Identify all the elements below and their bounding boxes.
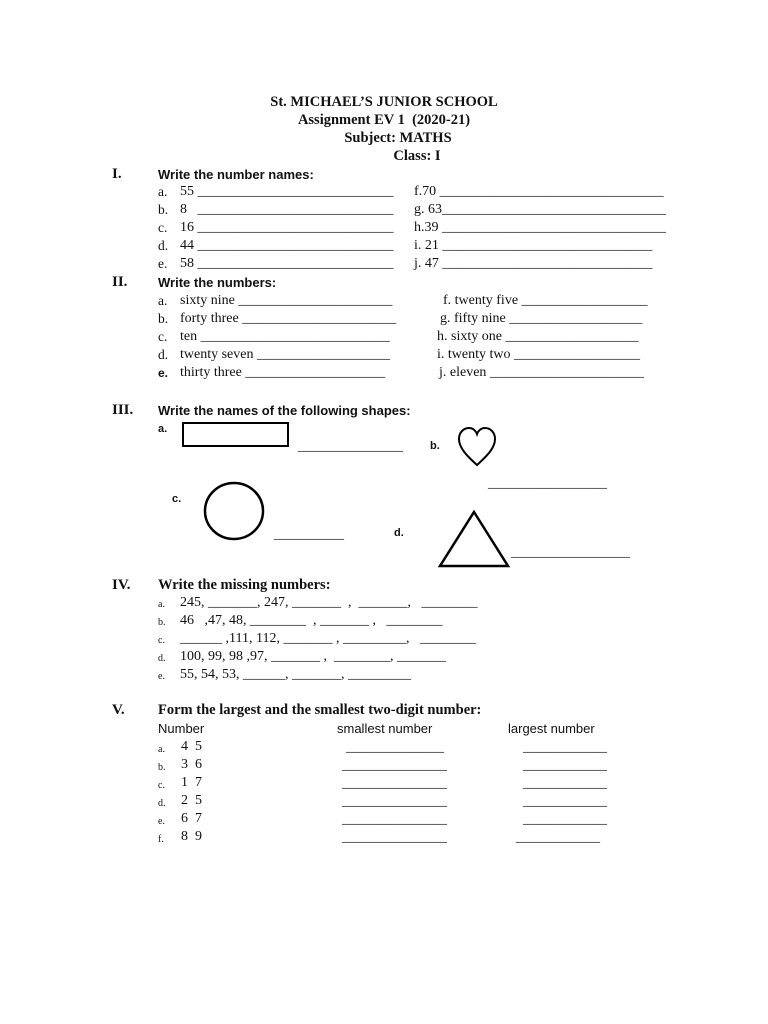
shape-label-c: c. (172, 493, 182, 505)
triangle-shape (438, 510, 510, 568)
list-item: twenty seven ___________________ (180, 347, 390, 362)
list-item-label: d. (158, 238, 169, 253)
list-item: forty three ______________________ (180, 311, 397, 326)
list-item: j. 47 ______________________________ (414, 256, 653, 271)
table-row-digits: 6 7 (181, 811, 202, 826)
list-item-label: c. (158, 635, 165, 646)
list-item: i. 21 ______________________________ (414, 238, 653, 253)
largest-answer-line: ____________ (523, 794, 607, 809)
table-row-label: a. (158, 744, 165, 755)
list-item: 58 ____________________________ (180, 256, 394, 271)
section-4-heading: Write the missing numbers: (158, 577, 331, 593)
table-row-label: d. (158, 798, 166, 809)
list-item-label: d. (158, 347, 169, 362)
column-header-smallest: smallest number (337, 721, 433, 736)
table-row-digits: 3 6 (181, 757, 202, 772)
list-item: 16 ____________________________ (180, 220, 394, 235)
table-row-label: e. (158, 816, 165, 827)
section-4-numeral: IV. (112, 577, 131, 593)
list-item: 100, 99, 98 ,97, _______ , ________, _______ (180, 649, 446, 664)
answer-line: __________ (274, 527, 344, 542)
section-1-heading: Write the number names: (158, 167, 314, 182)
list-item: 46 ,47, 48, ________ , _______ , ________ (180, 613, 443, 628)
section-1-numeral: I. (112, 166, 122, 182)
list-item: h. sixty one ___________________ (437, 329, 639, 344)
section-3-heading: Write the names of the following shapes: (158, 403, 411, 418)
list-item-label: c. (158, 329, 168, 344)
smallest-answer-line: _______________ (342, 794, 447, 809)
shape-label-b: b. (430, 440, 440, 452)
column-header-largest: largest number (508, 721, 595, 736)
smallest-answer-line: _______________ (342, 758, 447, 773)
table-row-label: f. (158, 834, 164, 845)
shape-label-a: a. (158, 423, 168, 435)
smallest-answer-line: ______________ (346, 740, 444, 755)
list-item: h.39 ________________________________ (414, 220, 666, 235)
list-item-label: b. (158, 617, 166, 628)
shape-label-d: d. (394, 527, 404, 539)
list-item: 8 ____________________________ (180, 202, 394, 217)
section-2-heading: Write the numbers: (158, 275, 277, 290)
school-name: St. MICHAEL’S JUNIOR SCHOOL (270, 94, 498, 110)
list-item-label: c. (158, 220, 168, 235)
list-item: ______ ,111, 112, _______ , _________, ________ (180, 631, 476, 646)
list-item: ten ___________________________ (180, 329, 390, 344)
largest-answer-line: ____________ (516, 830, 600, 845)
list-item-label: e. (158, 671, 165, 682)
answer-line: _________________ (511, 545, 630, 560)
table-row-digits: 1 7 (181, 775, 202, 790)
list-item: 245, _______, 247, _______ , _______, ________ (180, 595, 478, 610)
list-item: sixty nine ______________________ (180, 293, 393, 308)
list-item-label: a. (158, 599, 165, 610)
list-item: f.70 ________________________________ (414, 184, 664, 199)
list-item: i. twenty two __________________ (437, 347, 640, 362)
section-5-numeral: V. (112, 702, 125, 718)
list-item-label: d. (158, 653, 166, 664)
smallest-answer-line: _______________ (342, 830, 447, 845)
list-item-label: a. (158, 184, 168, 199)
list-item: 55, 54, 53, ______, _______, _________ (180, 667, 411, 682)
list-item-label: a. (158, 293, 168, 308)
list-item: 44 ____________________________ (180, 238, 394, 253)
column-header-number: Number (158, 721, 205, 736)
answer-line: _________________ (488, 476, 607, 491)
list-item: j. eleven ______________________ (439, 365, 644, 380)
table-row-digits: 2 5 (181, 793, 202, 808)
table-row-label: c. (158, 780, 165, 791)
table-row-digits: 8 9 (181, 829, 202, 844)
answer-line: _______________ (298, 439, 403, 454)
largest-answer-line: ____________ (523, 740, 607, 755)
section-3-numeral: III. (112, 402, 134, 418)
smallest-answer-line: _______________ (342, 776, 447, 791)
subject-title: Subject: MATHS (344, 130, 452, 146)
circle-shape (203, 481, 265, 541)
list-item-label: e. (158, 256, 168, 271)
section-2-numeral: II. (112, 274, 128, 290)
section-5-heading: Form the largest and the smallest two-digit number: (158, 702, 482, 718)
assignment-title: Assignment EV 1 (2020-21) (297, 112, 471, 128)
largest-answer-line: ____________ (523, 812, 607, 827)
largest-answer-line: ____________ (523, 776, 607, 791)
list-item: g. 63________________________________ (414, 202, 666, 217)
list-item: 55 ____________________________ (180, 184, 394, 199)
table-row-label: b. (158, 762, 166, 773)
class-title: Class: I (393, 148, 441, 164)
rectangle-shape (182, 422, 290, 448)
list-item: thirty three ____________________ (180, 365, 386, 380)
heart-shape (457, 426, 497, 468)
list-item: f. twenty five __________________ (443, 293, 648, 308)
list-item: g. fifty nine ___________________ (440, 311, 643, 326)
list-item-label: e. (158, 366, 169, 380)
list-item-label: b. (158, 202, 169, 217)
largest-answer-line: ____________ (523, 758, 607, 773)
table-row-digits: 4 5 (181, 739, 202, 754)
smallest-answer-line: _______________ (342, 812, 447, 827)
list-item-label: b. (158, 311, 169, 326)
